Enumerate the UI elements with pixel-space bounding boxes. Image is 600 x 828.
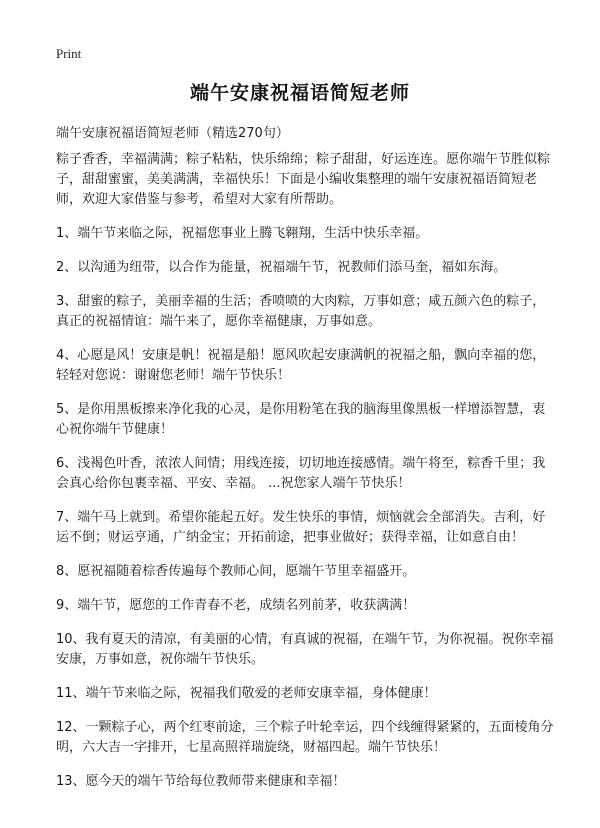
list-item: 8、愿祝福随着棕香传遍每个教师心间，愿端午节里幸福盛开。 <box>56 564 416 579</box>
document-subtitle: 端午安康祝福语简短老师（精选270句） <box>56 126 289 141</box>
list-item: 7、端午马上就到。希望你能起五好。发生快乐的事情，烦恼就会全部消失。吉利，好运不倒；财运亨通，广纳金宝；开拓前途，把事业做好；获得幸福，让如意自由！ <box>56 510 546 545</box>
document-body <box>56 150 554 806</box>
list-item: 3、甜蜜的粽子，美丽幸福的生活；香喷喷的大肉粽，万事如意；咸五颜六色的粽子，真正的祝福情谊：端午来了，愿你幸福健康，万事如意。 <box>56 294 546 329</box>
intro-paragraph: 粽子香香，幸福满满；粽子粘粘，快乐绵绵；粽子甜甜，好运连连。愿你端午节胜似粽子，甜甜蜜蜜，美美满满，幸福快乐！下面是小编收集整理的端午安康祝福语简短老师，欢迎大家借鉴与参考，希望对大家有所帮助。 <box>56 152 551 207</box>
list-item: 11、端午节来临之际，祝福我们敬爱的老师安康幸福，身体健康！ <box>56 686 437 701</box>
page-title: 端午安康祝福语简短老师 <box>189 82 410 104</box>
list-item: 12、一颗粽子心，两个红枣前途，三个粽子叶轮幸运，四个线缠得紧紧的，五面棱角分明，六大吉一字排开，七星高照祥瑞旋绕，财福四起。端午节快乐！ <box>56 720 554 755</box>
list-item: 4、心愿是风！安康是帆！祝福是船！愿风吹起安康满帆的祝福之船，飘向幸福的您，轻轻对您说：谢谢您老师！端午节快乐！ <box>56 348 546 383</box>
list-item: 10、我有夏天的清凉，有美丽的心情，有真诚的祝福，在端午节，为你祝福。祝你幸福安康，万事如意，祝你端午节快乐。 <box>56 632 554 667</box>
list-item: 1、端午节来临之际，祝福您事业上腾飞翱翔，生活中快乐幸福。 <box>56 226 429 241</box>
list-item: 6、浅褐色叶香，浓浓人间情；用线连接，切切地连接感情。端午将至，粽香千里；我会真心给你包裹幸福、平安、幸福。 ...祝您家人端午节快乐！ <box>56 456 546 491</box>
list-item: 9、端午节，愿您的工作青春不老，成绩名列前茅，收获满满！ <box>56 598 416 613</box>
list-item: 2、以沟通为纽带，以合作为能量，祝福端午节，祝教师们添马奎，福如东海。 <box>56 260 507 275</box>
list-item: 13、愿今天的端午节给每位教师带来健康和幸福！ <box>56 774 346 789</box>
list-item: 5、是你用黑板擦来净化我的心灵，是你用粉笔在我的脑海里像黑板一样增添智慧，衷心祝你端午节健康！ <box>56 402 546 437</box>
print-link[interactable]: Print <box>56 46 82 61</box>
